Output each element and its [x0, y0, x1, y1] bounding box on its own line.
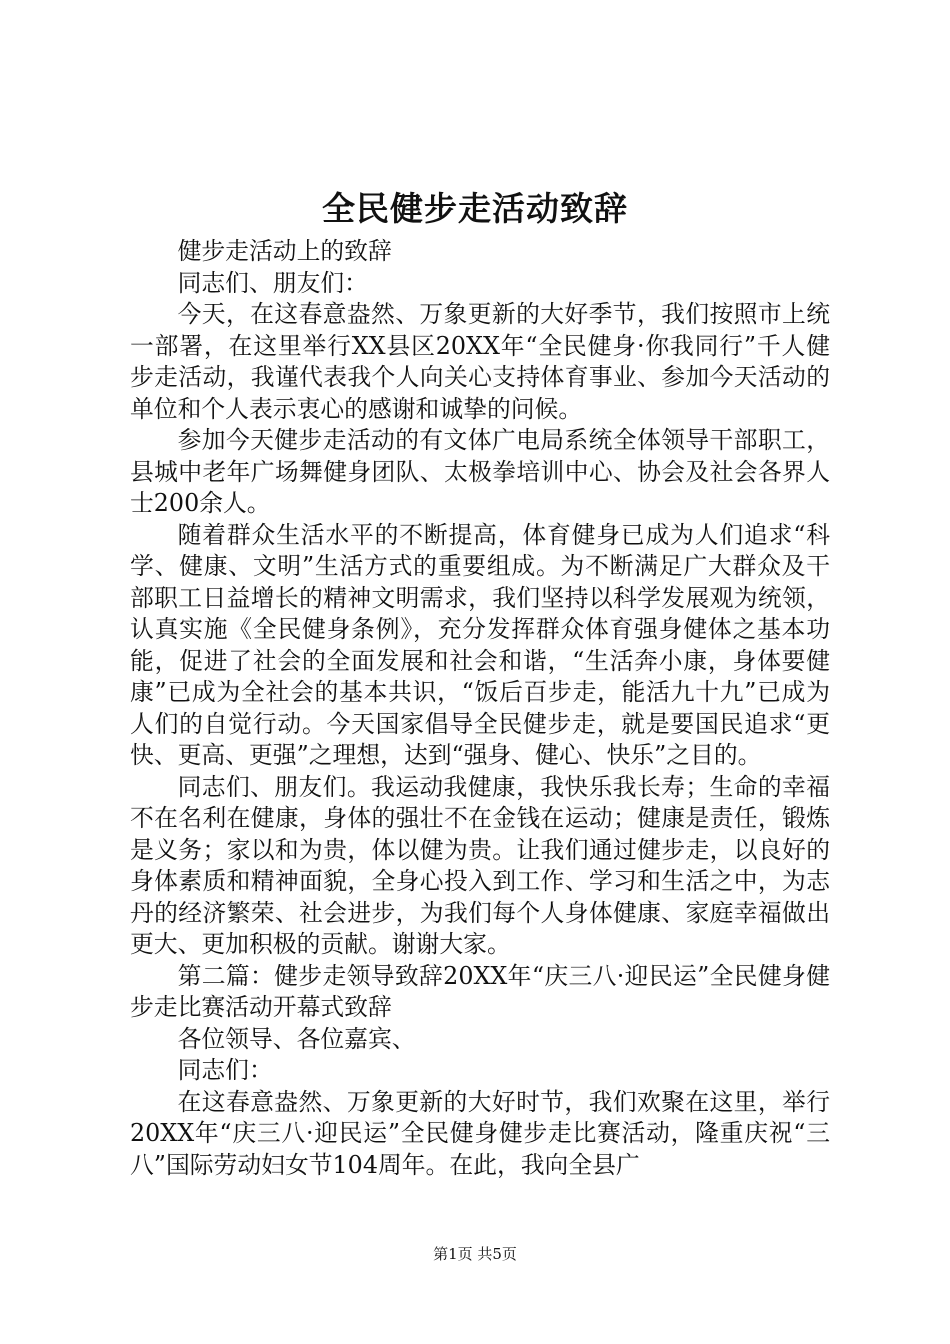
document-title: 全民健步走活动致辞 [322, 189, 628, 228]
document-body [130, 236, 830, 1181]
page-footer: 第1页 共5页 [433, 1245, 517, 1263]
paragraph: 健步走活动上的致辞 [177, 237, 392, 265]
paragraph: 各位领导、各位嘉宾、 [177, 1024, 416, 1053]
paragraph: 同志们： [177, 1056, 273, 1084]
paragraph: 在这春意盎然、万象更新的大好时节，我们欢聚在这里，举行20XX年“庆三八·迎民运”全民健身健步走比赛活动，隆重庆祝“三八”国际劳动妇女节104周年。在此，我向全县广 [130, 1087, 830, 1179]
paragraph: 同志们、朋友们： [177, 268, 368, 297]
paragraph: 今天，在这春意盎然、万象更新的大好季节，我们按照市上统一部署，在这里举行XX县区20XX年“全民健身·你我同行”千人健步走活动，我谨代表我个人向关心支持体育事业、参加今天活动的单位和个人表示衷心的感谢和诚挚的问候。 [130, 300, 830, 423]
paragraph: 同志们、朋友们。我运动我健康，我快乐我长寿；生命的幸福不在名利在健康，身体的强壮不在金钱在运动；健康是责任，锻炼是义务；家以和为贵，体以健为贵。让我们通过健步走，以良好的身体素质和精神面貌，全身心投入到工作、学习和生活之中，为志丹的经济繁荣、社会进步，为我们每个人身体健康、家庭幸福做出更大、更加积极的贡献。谢谢大家。 [130, 772, 830, 958]
paragraph: 随着群众生活水平的不断提高，体育健身已成为人们追求“科学、健康、文明”生活方式的重要组成。为不断满足广大群众及干部职工日益增长的精神文明需求，我们坚持以科学发展观为统领，认真实施《全民健身条例》，充分发挥群众体育强身健体之基本功能，促进了社会的全面发展和社会和谐，“生活奔小康，身体要健康”已成为全社会的基本共识，“饭后百步走，能活九十九”已成为人们的自觉行动。今天国家倡导全民健步走，就是要国民追求“更快、更高、更强”之理想，达到“强身、健心、快乐”之目的。 [130, 520, 830, 769]
paragraph: 参加今天健步走活动的有文体广电局系统全体领导干部职工，县城中老年广场舞健身团队、太极拳培训中心、协会及社会各界人士200余人。 [130, 426, 830, 517]
paragraph: 第二篇：健步走领导致辞20XX年“庆三八·迎民运”全民健身健步走比赛活动开幕式致辞 [130, 961, 830, 1021]
